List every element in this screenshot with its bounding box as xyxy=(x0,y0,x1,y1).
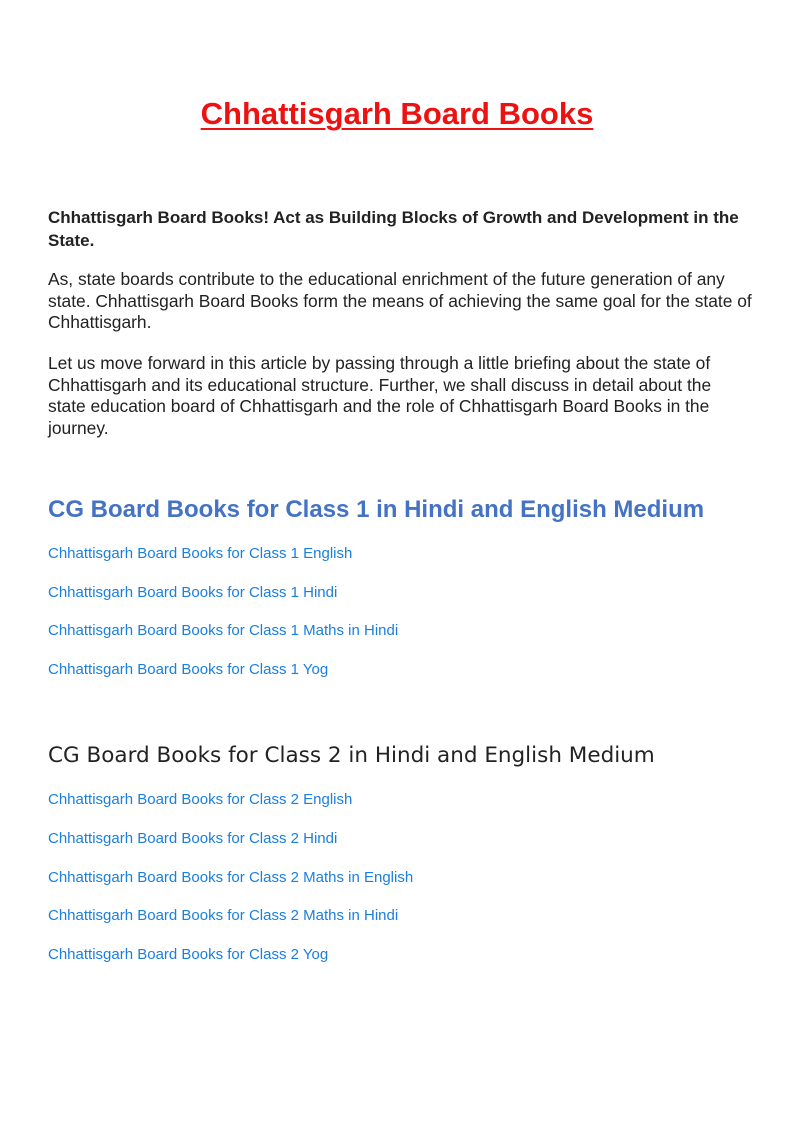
link-class-1-maths-hindi[interactable]: Chhattisgarh Board Books for Class 1 Maths in Hindi xyxy=(48,622,399,639)
link-class-2-maths-english[interactable]: Chhattisgarh Board Books for Class 2 Maths in English xyxy=(48,869,414,886)
section-heading-class-2: CG Board Books for Class 2 in Hindi and English Medium xyxy=(48,743,655,768)
intro-paragraph: As, state boards contribute to the educational enrichment of the future generation of any state. Chhattisgarh Board Books form the means of achieving the same goal for the state of Chhattisgarh. xyxy=(48,269,752,332)
link-class-2-maths-hindi[interactable]: Chhattisgarh Board Books for Class 2 Maths in Hindi xyxy=(48,907,399,924)
link-class-2-yog[interactable]: Chhattisgarh Board Books for Class 2 Yog xyxy=(48,946,329,963)
overview-paragraph: Let us move forward in this article by passing through a little briefing about the state of Chhattisgarh and its educational structure. Further, we shall discuss in detail about the state education board of Chhattisgarh and the role of Chhattisgarh Board Books in the journey. xyxy=(48,353,712,438)
section-heading-class-1: CG Board Books for Class 1 in Hindi and English Medium xyxy=(48,496,705,523)
lead-paragraph: Chhattisgarh Board Books! Act as Building Blocks of Growth and Development in the State. xyxy=(48,208,739,250)
link-class-2-english[interactable]: Chhattisgarh Board Books for Class 2 English xyxy=(48,791,353,808)
link-class-1-hindi[interactable]: Chhattisgarh Board Books for Class 1 Hindi xyxy=(48,584,338,601)
link-class-2-hindi[interactable]: Chhattisgarh Board Books for Class 2 Hindi xyxy=(48,830,338,847)
page-title: Chhattisgarh Board Books xyxy=(200,96,594,131)
link-class-1-english[interactable]: Chhattisgarh Board Books for Class 1 English xyxy=(48,545,353,562)
link-class-1-yog[interactable]: Chhattisgarh Board Books for Class 1 Yog xyxy=(48,661,329,678)
